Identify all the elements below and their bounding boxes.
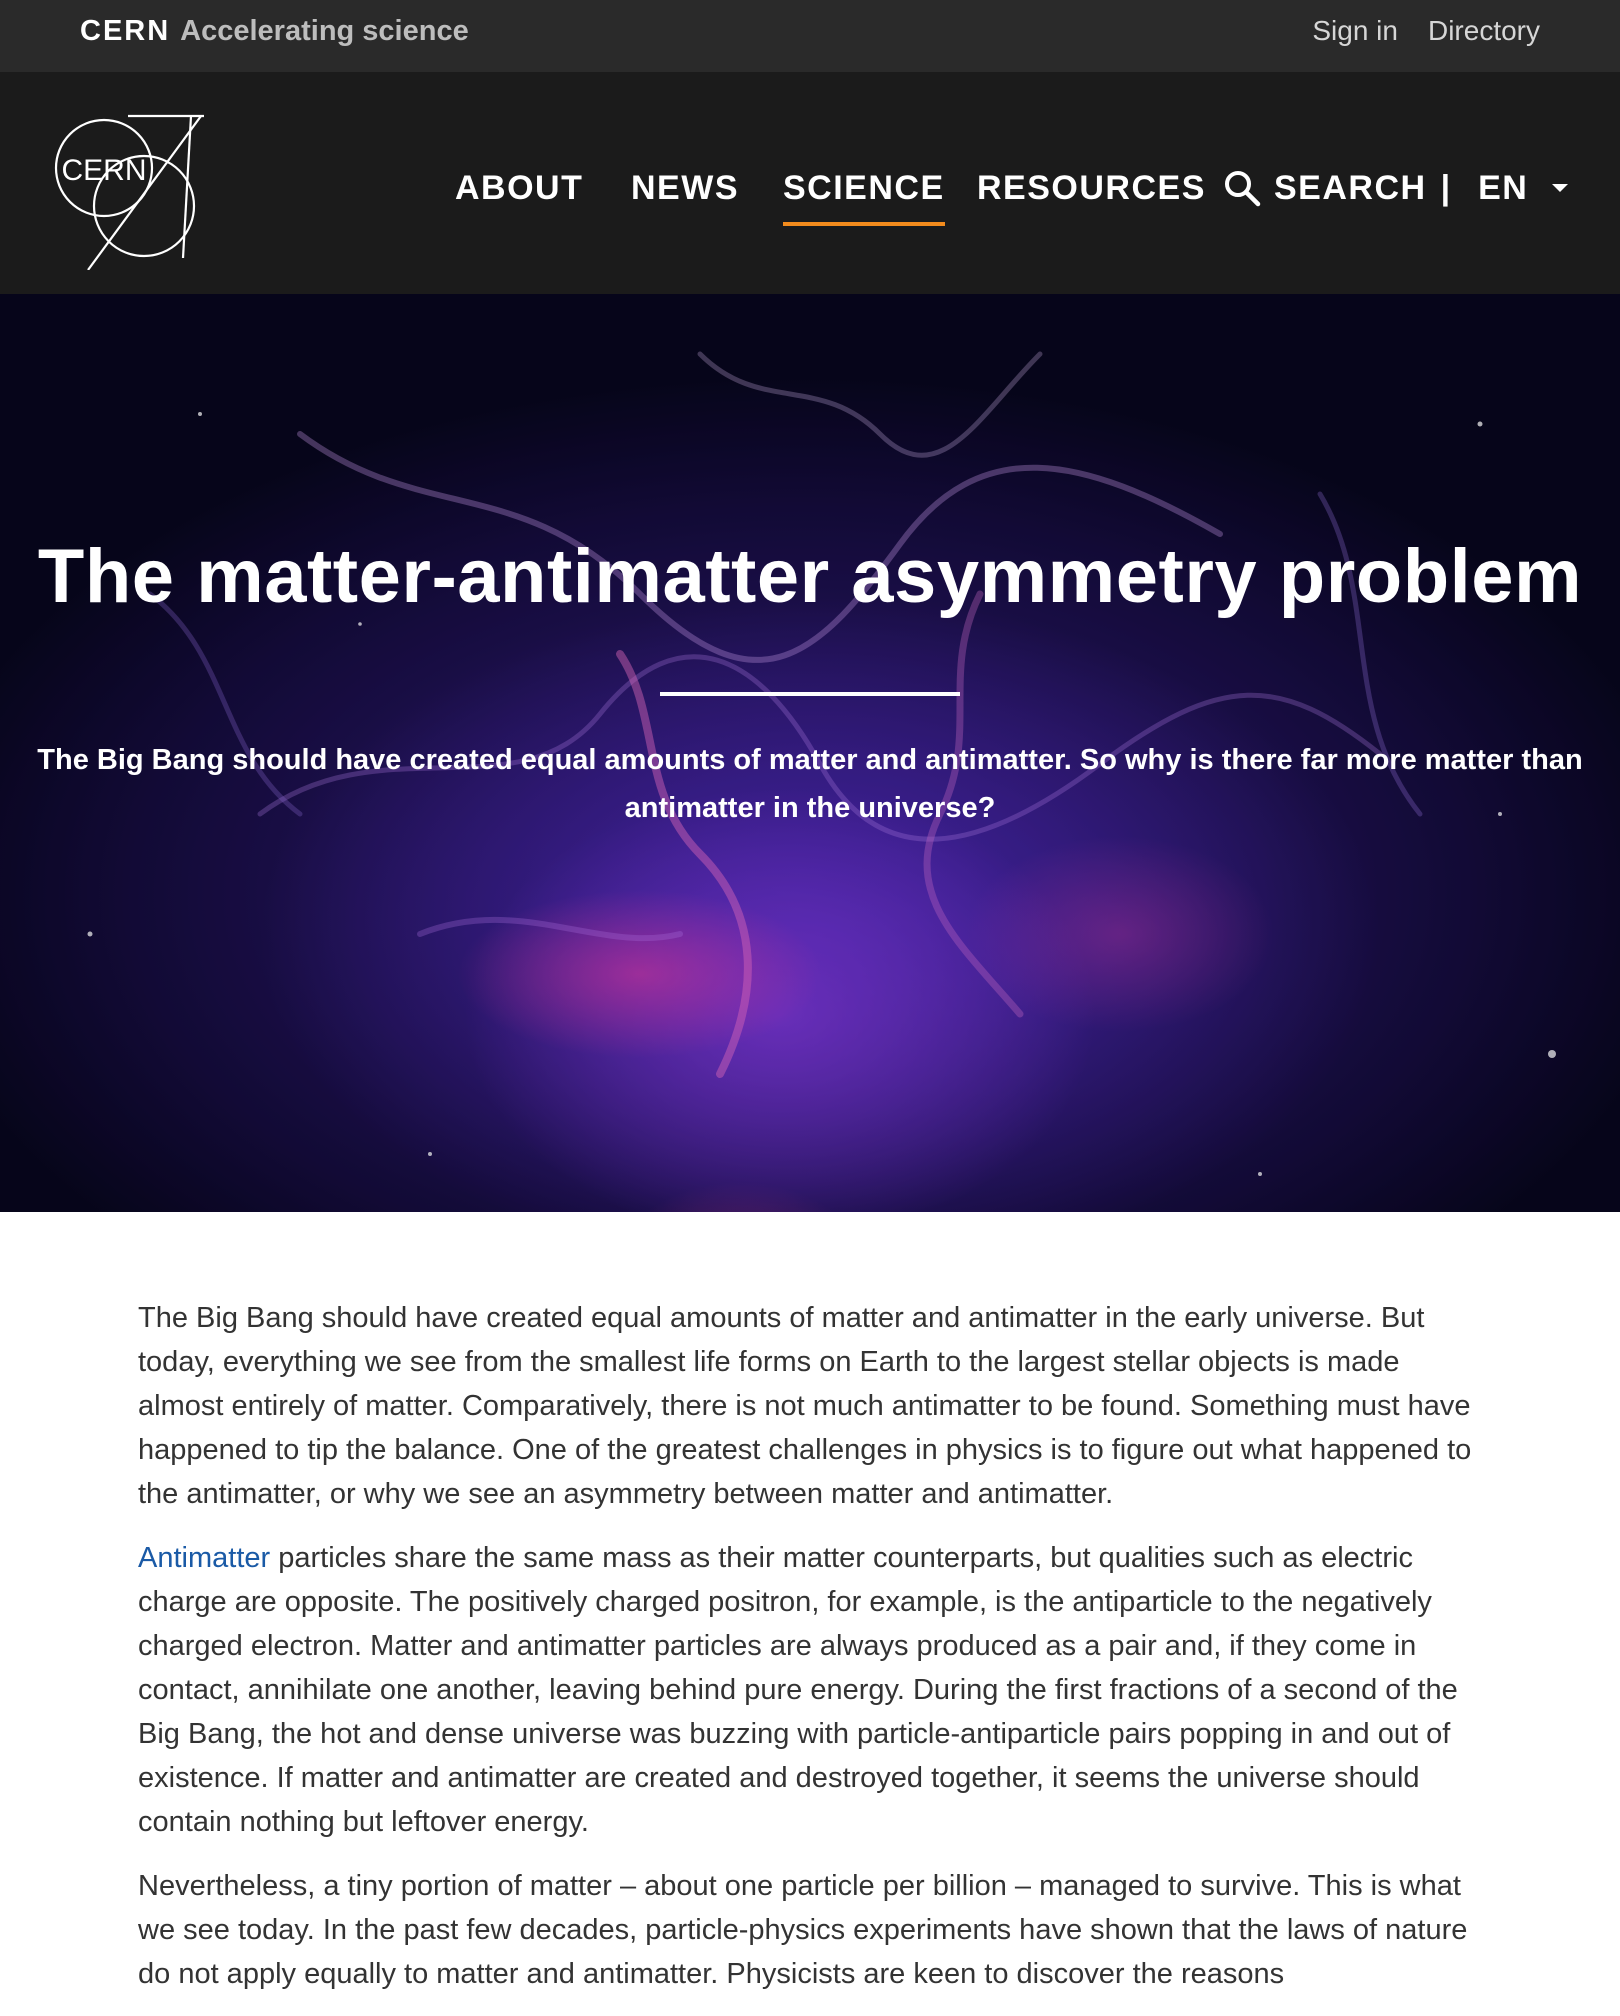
language-selector[interactable]: EN [1478, 169, 1529, 207]
article-paragraph-3: Nevertheless, a tiny portion of matter – about one particle per billion – managed to survive. This is what we see today. In the past few decades, particle-physics experiments have shown that the laws of nature do not apply equally to matter and antimatter. Physicists are keen to discover the reasons [138, 1870, 1468, 1990]
nav-item-science[interactable]: SCIENCE [783, 169, 945, 207]
chevron-down-icon[interactable] [1552, 184, 1568, 192]
hero-banner [0, 294, 1620, 1212]
article-paragraph-1: The Big Bang should have created equal amounts of matter and antimatter in the early universe. But today, everything we see from the smallest life forms on Earth to the largest stellar objects is made almost entirely of matter. Comparatively, there is not much antimatter to be found. Something must have happened to tip the balance. One of the greatest challenges in physics is to figure out what happened to the antimatter, or why we see an asymmetry between matter and antimatter. [138, 1302, 1472, 1510]
nav-item-resources[interactable]: RESOURCES [977, 169, 1206, 207]
cern-logo-icon [46, 110, 206, 270]
article-body [138, 1296, 1483, 2016]
search-icon[interactable] [1222, 168, 1262, 208]
sign-in-link[interactable]: Sign in [1312, 15, 1398, 46]
brand-name: CERN [80, 15, 171, 47]
utility-links [1282, 14, 1540, 48]
title-divider [660, 692, 960, 696]
nav-item-about[interactable]: ABOUT [455, 169, 584, 207]
directory-link[interactable]: Directory [1427, 15, 1540, 46]
top-utility-bar [0, 0, 1620, 72]
brand-tagline: Accelerating science [180, 15, 469, 47]
nav-separator: | [1440, 169, 1451, 207]
search-button[interactable]: SEARCH [1274, 169, 1427, 207]
article-paragraph-2 [138, 1536, 1483, 1844]
logo-text: CERN [61, 154, 147, 187]
nav-item-news[interactable]: NEWS [631, 169, 739, 207]
main-header [0, 72, 1620, 294]
page-title: The matter-antimatter asymmetry problem [37, 534, 1583, 619]
cern-logo[interactable] [46, 110, 206, 270]
antimatter-link[interactable]: Antimatter [138, 1542, 271, 1574]
brand-link[interactable] [80, 14, 469, 48]
article-paragraph-2-text: particles share the same mass as their matter counterparts, but qualities such as electric charge are opposite. The positively charged positron, for example, is the antiparticle to the negatively charged electron. Matter and antimatter particles are always produced as a pair and, if they come in contact, annihilate one another, leaving behind pure energy. During the first fractions of a second of the Big Bang, the hot and dense universe was buzzing with particle-antiparticle pairs popping in and out of existence. If matter and antimatter are created and destroyed together, it seems the universe should contain nothing but leftover energy. [138, 1542, 1458, 1838]
page-subtitle: The Big Bang should have created equal amounts of matter and antimatter. So why is there far more matter than antimatter in the universe? [37, 744, 1583, 824]
header-actions [1222, 168, 1568, 208]
